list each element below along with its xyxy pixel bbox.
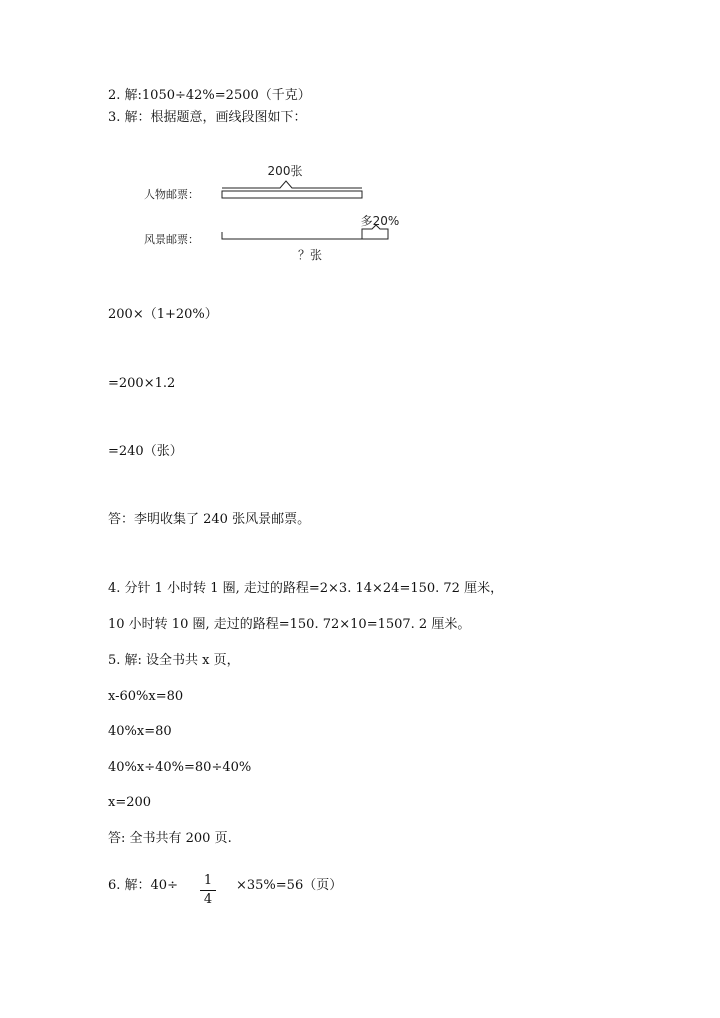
fraction-denominator: 4: [203, 892, 213, 907]
fraction-one-quarter: [200, 873, 216, 908]
line-solution-6-end: ×35%=56（页）: [236, 878, 343, 893]
diagram-top-bar: [222, 191, 362, 198]
line-eq-2: 40%x=80: [108, 724, 172, 739]
diagram-row2-label: 风景邮票：: [144, 233, 199, 246]
diagram-bottom-bar: [222, 232, 388, 239]
line-answer-5: 答: 全书共有 200 页.: [108, 831, 232, 846]
line-solution-5: 5. 解: 设全书共 x 页，: [108, 653, 240, 668]
line-calc-1: 200×（1+20%）: [108, 307, 218, 322]
line-answer-3: 答：李明收集了 240 张风景邮票。: [108, 512, 311, 527]
line-solution-2: 2. 解:1050÷42%=2500（千克）: [108, 88, 311, 103]
fraction-bar: [200, 890, 216, 891]
diagram-top-label: 200张: [267, 164, 303, 178]
line-eq-3: 40%x÷40%=80÷40%: [108, 760, 252, 775]
diagram-extra-label: 多20%: [360, 214, 400, 228]
diagram-bottom-label: ？张: [297, 248, 323, 262]
line-calc-2: =200×1.2: [108, 376, 176, 391]
fraction-numerator: 1: [203, 873, 213, 888]
line-calc-3: =240（张）: [108, 444, 183, 459]
line-solution-6-start: 6. 解：40÷: [108, 878, 178, 893]
line-eq-1: x-60%x=80: [108, 689, 184, 704]
line-eq-4: x=200: [108, 795, 152, 810]
line-solution-4b: 10 小时转 10 圈, 走过的路程=150. 72×10=1507. 2 厘米。: [108, 617, 471, 632]
diagram-row1-label: 人物邮票：: [144, 188, 199, 201]
line-solution-4a: 4. 分针 1 小时转 1 圈, 走过的路程=2×3. 14×24=150. 72 厘米，: [108, 581, 504, 596]
segment-diagram: [140, 155, 420, 270]
diagram-top-brace: [222, 181, 362, 188]
line-solution-3-intro: 3. 解：根据题意，画线段图如下：: [108, 110, 307, 125]
